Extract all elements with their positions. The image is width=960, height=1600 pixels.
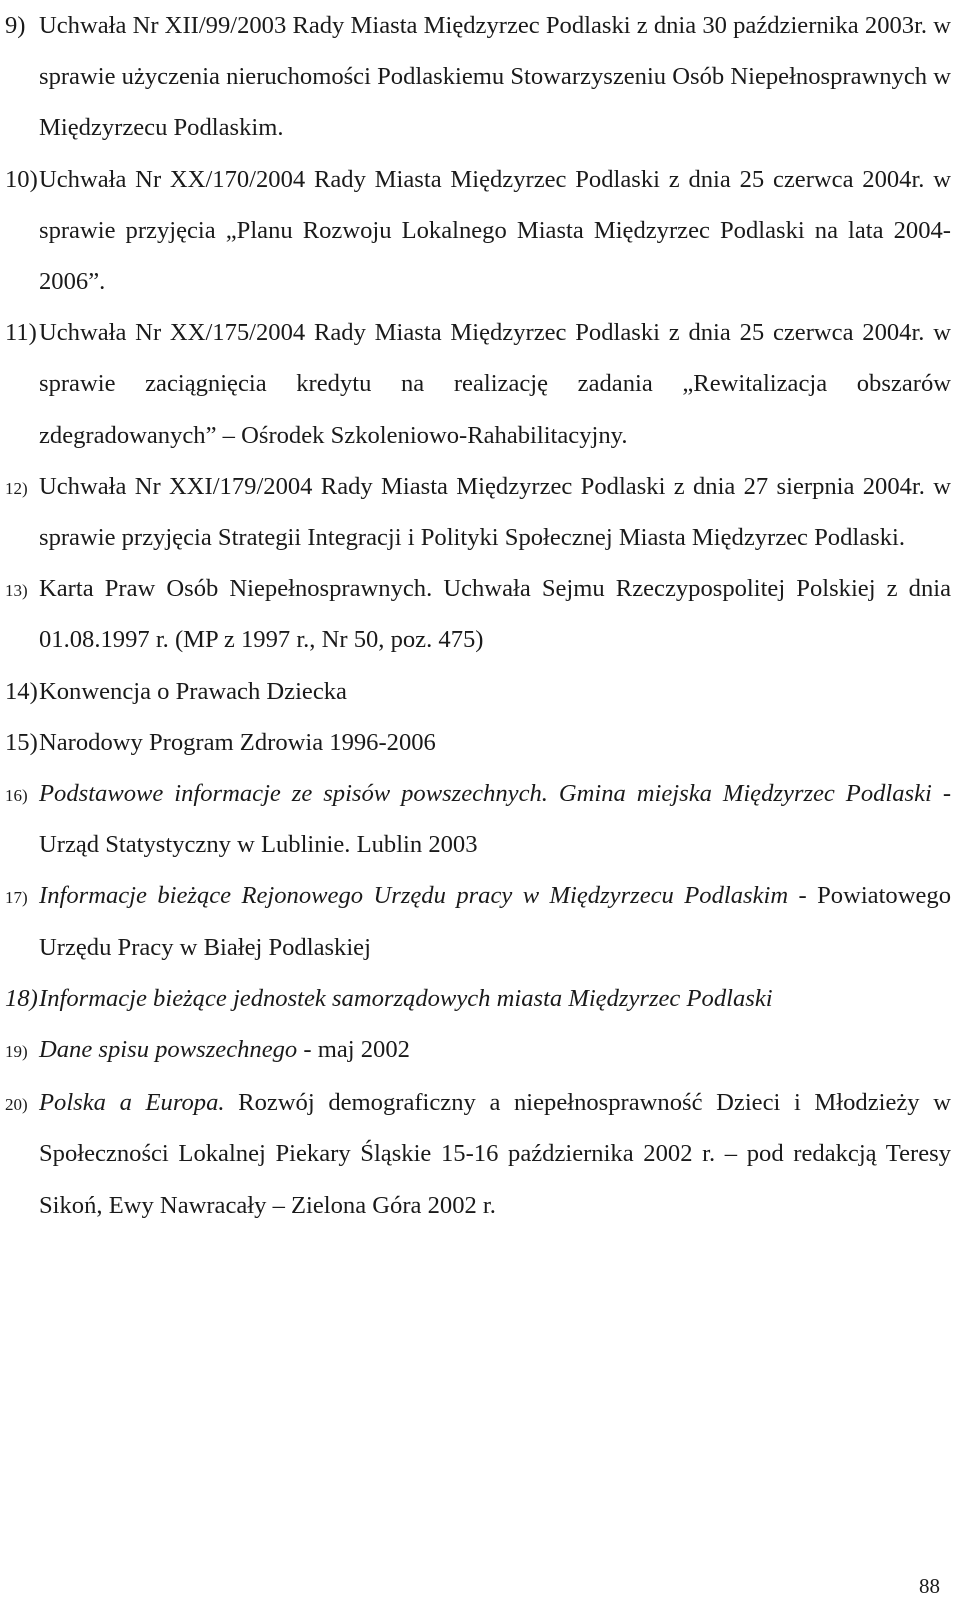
reference-text xyxy=(39,717,951,768)
reference-item xyxy=(5,563,951,665)
reference-number: 9) xyxy=(5,12,26,39)
reference-number: 12) xyxy=(5,478,28,498)
reference-text xyxy=(39,973,951,1024)
reference-text-part: - Urząd Statystyczny w Lublinie. Lublin 2003 xyxy=(39,780,952,859)
reference-title-italic: Informacje bieżące jednostek samorządowych miasta Międzyrzec Podlaski xyxy=(39,984,773,1012)
reference-title-italic: Dane spisu powszechnego xyxy=(39,1036,298,1064)
reference-list xyxy=(5,0,951,1231)
reference-text-part: Rozwój demograficzny a niepełnosprawność Dzieci i Młodzieży w Społeczności Lokalnej Piekary Śląskie 15-16 października 2002 r. – pod redakcją Teresy Sikoń, Ewy Nawracały – Zielona Góra 2002 r. xyxy=(39,1089,951,1219)
reference-text xyxy=(39,307,951,461)
reference-item xyxy=(5,307,951,461)
reference-number: 10) xyxy=(5,165,38,193)
reference-text xyxy=(39,0,951,154)
reference-text xyxy=(39,768,951,870)
page-number: 88 xyxy=(919,1574,940,1598)
reference-title-italic: Podstawowe informacje ze spisów powszechnych. Gmina miejska Międzyrzec Podlaski xyxy=(39,780,932,808)
reference-text-part: - maj 2002 xyxy=(297,1036,410,1064)
reference-item xyxy=(5,768,951,870)
reference-text xyxy=(39,1024,951,1075)
reference-text-part: Uchwała Nr XII/99/2003 Rady Miasta Międzyrzec Podlaski z dnia 30 października 2003r. w sprawie użyczenia nieruchomości Podlaskiemu Stowarzyszeniu Osób Niepełnosprawnych w Międzyrzecu Podlaskim. xyxy=(39,12,951,142)
reference-text-part: - Powiatowego Urzędu Pracy w Białej Podlaskiej xyxy=(39,882,952,961)
reference-number: 16) xyxy=(5,786,28,806)
reference-number: 14) xyxy=(5,677,38,705)
reference-text xyxy=(39,666,951,717)
reference-number: 20) xyxy=(5,1095,28,1115)
reference-item xyxy=(5,666,951,717)
reference-item xyxy=(5,1077,951,1231)
reference-text-part: Uchwała Nr XXI/179/2004 Rady Miasta Międzyrzec Podlaski z dnia 27 sierpnia 2004r. w sprawie przyjęcia Strategii Integracji i Polityki Społecznej Miasta Międzyrzec Podlaski. xyxy=(39,472,951,552)
reference-number: 18) xyxy=(5,984,38,1012)
reference-item xyxy=(5,154,951,308)
reference-title-italic: Informacje bieżące Rejonowego Urzędu pracy w Międzyrzecu Podlaskim xyxy=(39,882,789,910)
reference-item xyxy=(5,973,951,1024)
reference-title-italic: Polska a Europa. xyxy=(39,1089,225,1117)
reference-number: 17) xyxy=(5,888,28,908)
reference-item xyxy=(5,717,951,768)
reference-text xyxy=(39,154,951,308)
reference-item xyxy=(5,1024,951,1077)
reference-number: 15) xyxy=(5,728,38,756)
reference-number: 13) xyxy=(5,581,28,601)
reference-text-part: Konwencja o Prawach Dziecka xyxy=(39,677,347,705)
reference-text xyxy=(39,1077,951,1231)
reference-text xyxy=(39,461,951,563)
reference-item xyxy=(5,870,951,972)
reference-text-part: Narodowy Program Zdrowia 1996-2006 xyxy=(39,728,436,756)
reference-number: 19) xyxy=(5,1042,28,1062)
reference-text-part: Karta Praw Osób Niepełnosprawnych. Uchwała Sejmu Rzeczypospolitej Polskiej z dnia 01.08.1997 r. (MP z 1997 r., Nr 50, poz. 475) xyxy=(39,575,951,654)
reference-text xyxy=(39,870,951,972)
reference-text-part: Uchwała Nr XX/175/2004 Rady Miasta Międzyrzec Podlaski z dnia 25 czerwca 2004r. w sprawie zaciągnięcia kredytu na realizację zadania „Rewitalizacja obszarów zdegradowanych” – Ośrodek Szkoleniowo-Rahabilitacyjny. xyxy=(39,319,951,449)
reference-number: 11) xyxy=(5,319,37,347)
reference-text xyxy=(39,563,951,665)
reference-item xyxy=(5,461,951,563)
reference-item xyxy=(5,0,951,154)
reference-text-part: Uchwała Nr XX/170/2004 Rady Miasta Międzyrzec Podlaski z dnia 25 czerwca 2004r. w sprawie przyjęcia „Planu Rozwoju Lokalnego Miasta Międzyrzec Podlaski na lata 2004-2006”. xyxy=(39,165,951,296)
